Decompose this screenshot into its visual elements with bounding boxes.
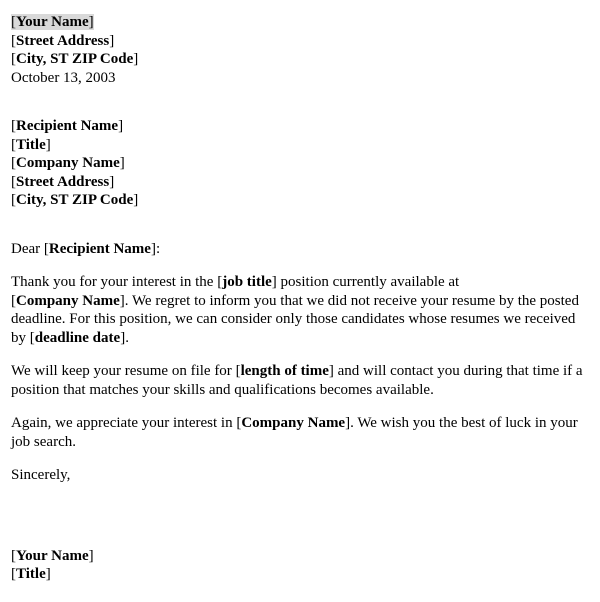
length-of-time-placeholder[interactable]: length of time (240, 363, 329, 379)
body-paragraph-2: We will keep your resume on file for [length of time] and will contact you during that time if a position that matches your skills and qualifications becomes available. (11, 363, 583, 398)
deadline-date-placeholder[interactable]: deadline date (34, 329, 121, 346)
recipient-city-line[interactable]: [City, ST ZIP Code] (11, 192, 139, 208)
salutation-prefix: Dear (11, 240, 44, 257)
body-paragraph-1: Thank you for your interest in the [job title] position currently available at [Company Name]. We regret to inform you that we did not receive your resume by the posted deadline. For this position, we can consider only those candidates whose resumes we received by [deadline date]. (11, 274, 579, 346)
paragraph-text: We will keep your resume on file for (11, 363, 236, 379)
paragraph-text: Thank you for your interest in the (11, 274, 218, 290)
recipient-street: Street Address (16, 173, 110, 190)
salutation-suffix: : (155, 240, 161, 257)
salutation-recipient[interactable]: Recipient Name (48, 240, 151, 257)
signature-title: Title (16, 566, 46, 582)
paragraph-text: . We regret to inform you that we did not receive your resume by the posted deadline. For this position, we can consider only those candidates whose resumes we received by (11, 292, 579, 346)
recipient-company: Company Name (16, 155, 120, 171)
signature-title-line[interactable]: [Title] (11, 566, 51, 582)
recipient-name: Recipient Name (16, 118, 119, 134)
signature-space (11, 485, 593, 547)
body-paragraph-3: Again, we appreciate your interest in [Company Name]. We wish you the best of luck in your job search. (11, 415, 578, 450)
company-name-placeholder[interactable]: Company Name (241, 415, 346, 431)
salutation: Dear [Recipient Name]: (11, 240, 161, 257)
spacer (11, 210, 593, 240)
paragraph-text: . (125, 329, 129, 346)
paragraph-text: and will contact you during that time if a position that matches your skills and qualifications becomes available. (11, 363, 583, 398)
recipient-title-line[interactable]: [Title] (11, 136, 51, 153)
recipient-name-line[interactable]: [Recipient Name] (11, 118, 124, 134)
sender-city-state-zip: City, ST ZIP Code (16, 51, 134, 67)
sender-name-line (11, 13, 593, 32)
signature-block (11, 547, 593, 584)
sender-block (11, 13, 593, 87)
paragraph-text: position currently available at (276, 274, 460, 290)
job-title-placeholder[interactable]: job title (222, 274, 272, 290)
sender-city-line[interactable]: [City, ST ZIP Code] (11, 51, 139, 67)
company-name-placeholder[interactable]: Company Name (16, 292, 120, 309)
signature-name-line[interactable]: [Your Name] (11, 547, 94, 564)
sender-name: Your Name (16, 14, 89, 30)
recipient-street-line[interactable]: [Street Address] (11, 173, 115, 190)
closing: Sincerely, (11, 467, 71, 483)
letter-date: October 13, 2003 (11, 69, 116, 86)
recipient-city-state-zip: City, ST ZIP Code (16, 192, 134, 208)
spacer (11, 87, 593, 117)
sender-name-placeholder[interactable]: [Your Name] (11, 14, 94, 30)
signature-name: Your Name (16, 547, 89, 564)
paragraph-text: . We wish you the best of luck in your job search. (11, 415, 578, 450)
recipient-company-line[interactable]: [Company Name] (11, 155, 125, 171)
letter-document[interactable] (11, 13, 593, 584)
sender-street: Street Address (16, 32, 110, 49)
paragraph-text: Again, we appreciate your interest in (11, 415, 237, 431)
recipient-block (11, 117, 593, 210)
sender-street-line[interactable]: [Street Address] (11, 32, 115, 49)
recipient-title: Title (16, 136, 46, 153)
